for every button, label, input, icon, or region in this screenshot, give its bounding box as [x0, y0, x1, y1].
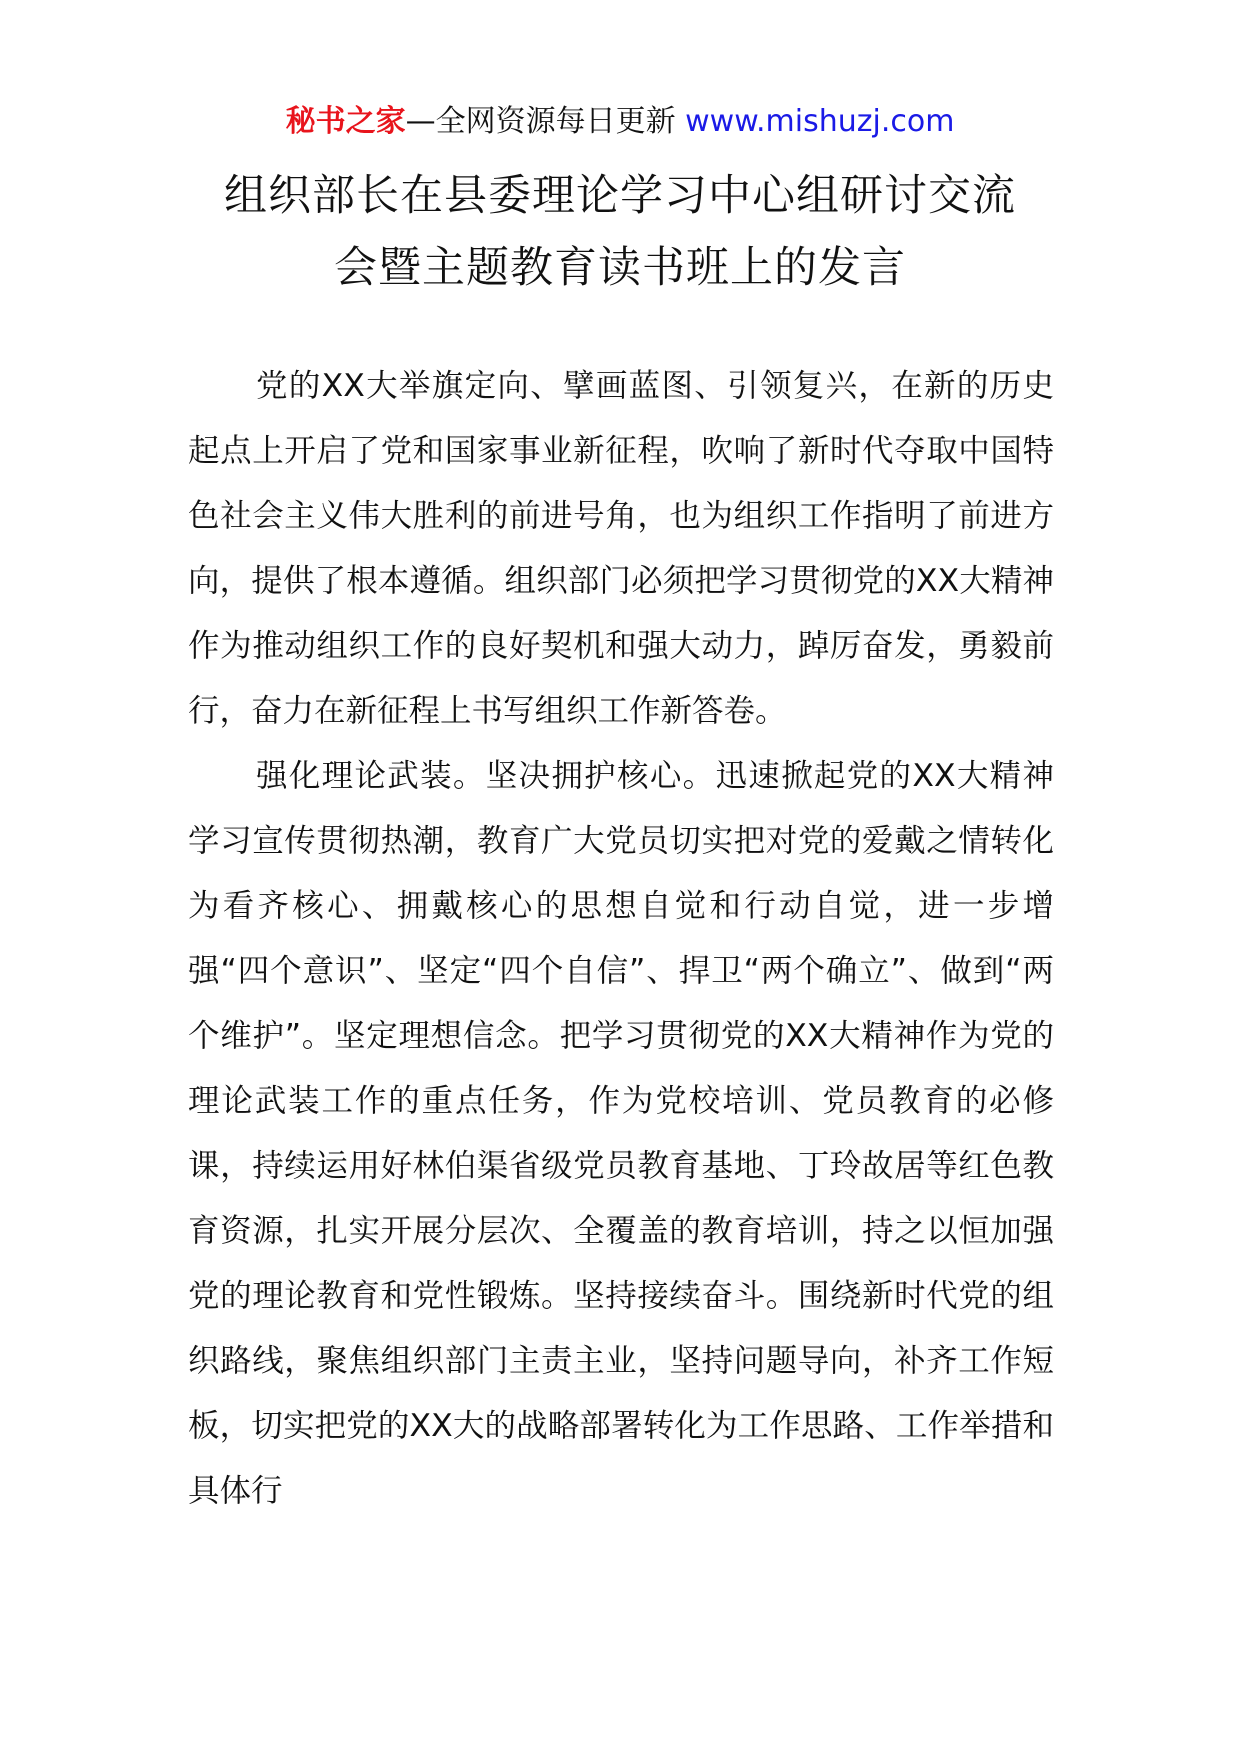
document-title: [150, 160, 1090, 304]
paragraph-intro: 党的XX大举旗定向、擘画蓝图、引领复兴，在新的历史起点上开启了党和国家事业新征程，吹响了新时代夺取中国特色社会主义伟大胜利的前进号角，也为组织工作指明了前进方向，提供了根本遵循。组织部门必须把学习贯彻党的XX大精神作为推动组织工作的良好契机和强大动力，踔厉奋发，勇毅前行，奋力在新征程上书写组织工作新答卷。: [188, 368, 1054, 729]
title-line-2: 会暨主题教育读书班上的发言: [334, 243, 906, 293]
document-body: [188, 354, 1054, 1524]
paragraph-theory: 强化理论武装。坚决拥护核心。迅速掀起党的XX大精神学习宣传贯彻热潮，教育广大党员切实把对党的爱戴之情转化为看齐核心、拥戴核心的思想自觉和行动自觉，进一步增强“四个意识”、坚定“四个自信”、捍卫“两个确立”、做到“两个维护”。坚定理想信念。把学习贯彻党的XX大精神作为党的理论武装工作的重点任务，作为党校培训、党员教育的必修课，持续运用好林伯渠省级党员教育基地、丁玲故居等红色教育资源，扎实开展分层次、全覆盖的教育培训，持之以恒加强党的理论教育和党性锻炼。坚持接续奋斗。围绕新时代党的组织路线，聚焦组织部门主责主业，坚持问题导向，补齐工作短板，切实把党的XX大的战略部署转化为工作思路、工作举措和具体行: [188, 758, 1054, 1509]
title-line-1: 组织部长在县委理论学习中心组研讨交流: [224, 171, 1016, 221]
site-link[interactable]: www.mishuzj.com: [685, 104, 955, 139]
header-tagline: —全网资源每日更新: [405, 104, 676, 139]
brand-name: 秘书之家: [285, 104, 406, 139]
page-header: [0, 102, 1240, 142]
